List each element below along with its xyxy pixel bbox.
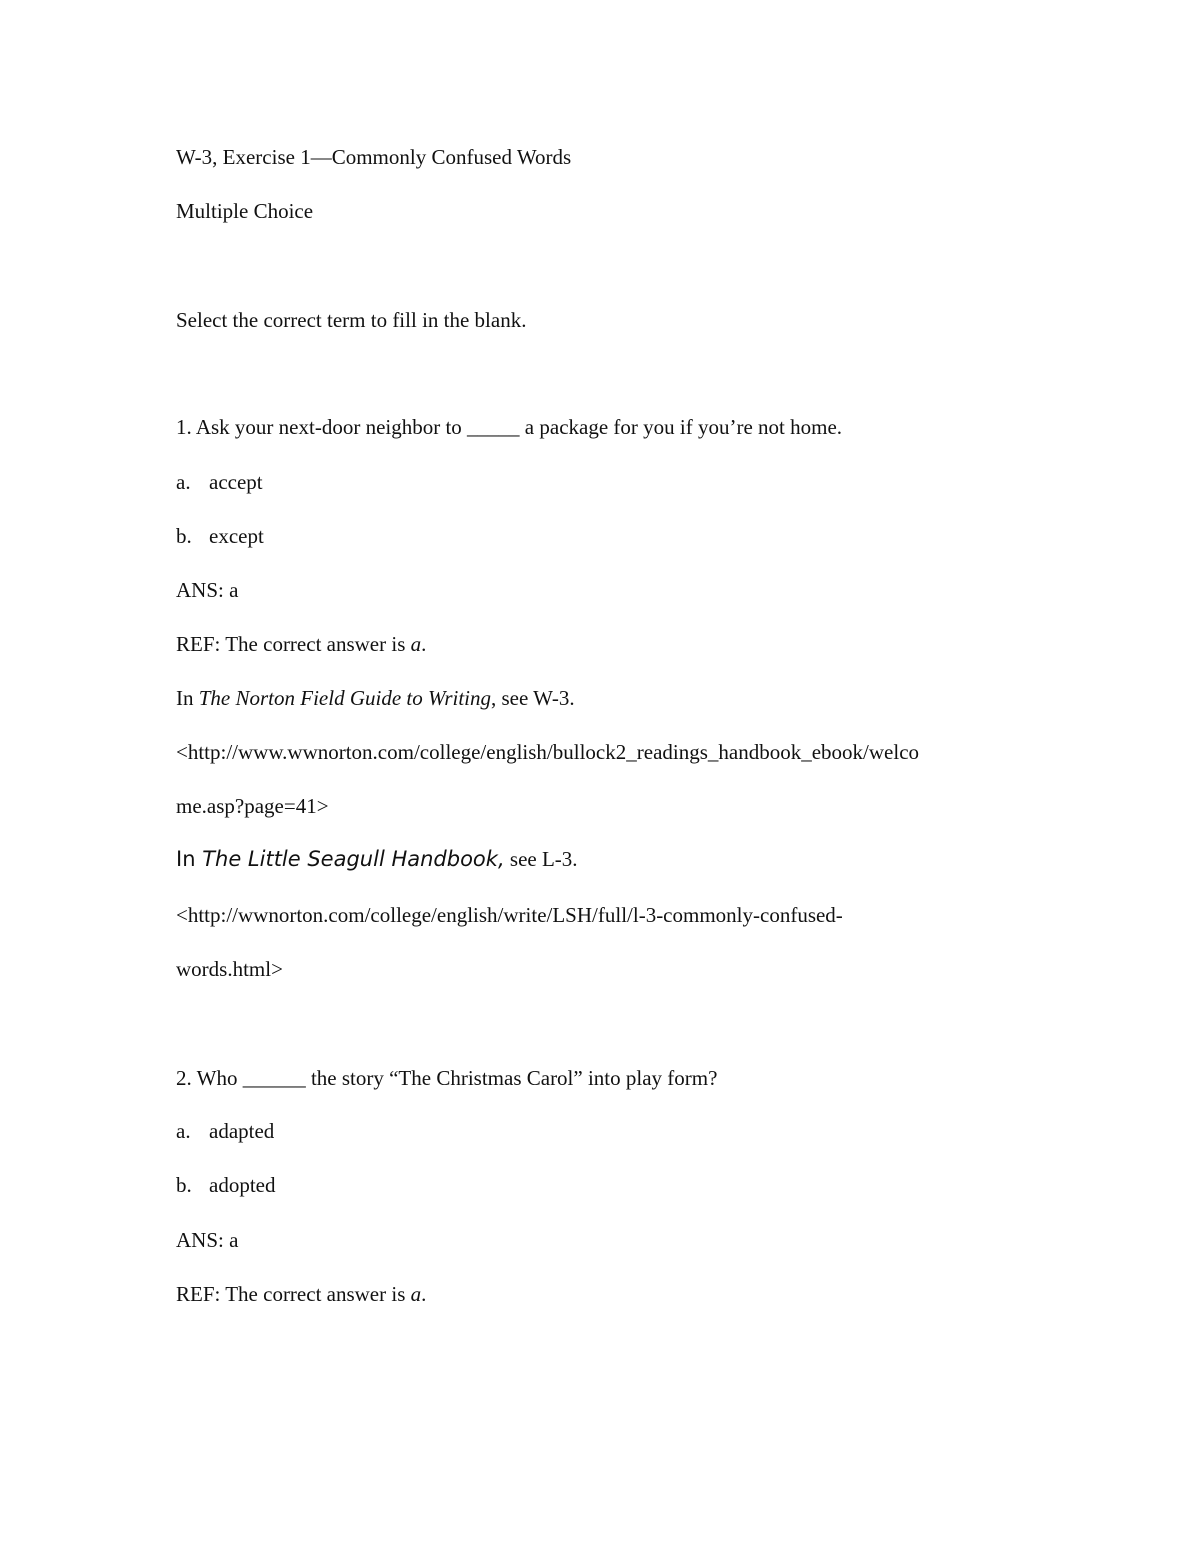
- q1-option-a: [176, 472, 263, 493]
- q2-option-a-letter: a.: [176, 1119, 191, 1143]
- q1-norton-url-line1: <http://www.wwnorton.com/college/english/bullock2_readings_handbook_ebook/welco: [176, 740, 920, 764]
- q1-ref: [176, 634, 426, 655]
- q2-answer: ANS: a: [176, 1228, 239, 1252]
- q1-norton-url-line2: me.asp?page=41>: [176, 794, 329, 818]
- instructions: Select the correct term to fill in the blank.: [176, 308, 527, 332]
- q2-ref-prefix: REF: The correct answer is: [176, 1282, 411, 1306]
- q1-norton-title: The Norton Field Guide to Writing: [198, 686, 491, 710]
- q1-seagull-url-line1: <http://wwnorton.com/college/english/write/LSH/full/l-3-commonly-confused-: [176, 903, 843, 927]
- q2-question: 2. Who ______ the story “The Christmas Carol” into play form?: [176, 1066, 718, 1090]
- q1-norton-suffix: , see W-3.: [491, 686, 575, 710]
- q1-seagull-prefix: In: [176, 847, 203, 871]
- q1-option-b: [176, 526, 264, 547]
- q2-ref-suffix: .: [421, 1282, 427, 1306]
- q2-option-b-text: adopted: [209, 1173, 276, 1197]
- q1-norton-reference: [176, 688, 575, 709]
- document-title: W-3, Exercise 1—Commonly Confused Words: [176, 145, 572, 169]
- q1-norton-prefix: In: [176, 686, 199, 710]
- q2-option-a: [176, 1121, 274, 1142]
- q1-seagull-comma: ,: [497, 847, 505, 871]
- q1-ref-prefix: REF: The correct answer is: [176, 632, 411, 656]
- q1-option-a-letter: a.: [176, 470, 191, 494]
- q1-question: 1. Ask your next-door neighbor to _____ a package for you if you’re not home.: [176, 415, 843, 439]
- q1-seagull-suffix: see L-3.: [504, 847, 578, 871]
- q1-seagull-title: The Little Seagull Handbook: [202, 847, 498, 871]
- q1-seagull-url-line2: words.html>: [176, 957, 283, 981]
- q1-option-b-text: except: [209, 524, 264, 548]
- q2-option-a-text: adapted: [209, 1119, 275, 1143]
- q1-ref-answer: a: [410, 632, 422, 656]
- q1-option-a-text: accept: [209, 470, 263, 494]
- document-subtitle: Multiple Choice: [176, 199, 314, 223]
- q1-ref-suffix: .: [421, 632, 427, 656]
- q2-ref-answer: a: [410, 1282, 422, 1306]
- q2-option-b-letter: b.: [176, 1173, 192, 1197]
- q2-ref: [176, 1284, 426, 1305]
- q2-option-b: [176, 1175, 275, 1196]
- q1-option-b-letter: b.: [176, 524, 192, 548]
- q1-seagull-reference: [176, 849, 578, 870]
- q1-answer: ANS: a: [176, 578, 239, 602]
